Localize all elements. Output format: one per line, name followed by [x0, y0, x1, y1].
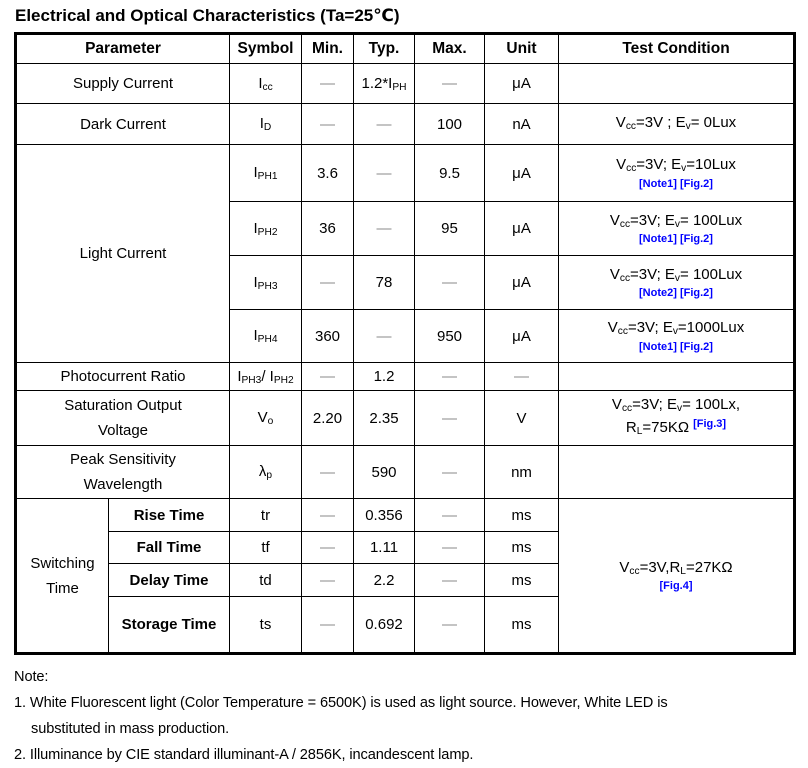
max-cell — [415, 202, 485, 256]
text-segment: Fall Time — [136, 539, 202, 556]
typ-cell — [354, 256, 415, 310]
min-cell — [302, 532, 354, 564]
param-cell — [16, 104, 230, 145]
unit-cell — [485, 104, 559, 145]
text-segment: Peak Sensitivity — [70, 451, 176, 468]
subscript-text: PH1 — [257, 170, 278, 182]
note-figure-reference: [Fig.4] — [659, 580, 693, 593]
cond-cell — [559, 256, 795, 310]
text-segment: — — [376, 327, 392, 345]
unit-cell — [485, 499, 559, 532]
characteristics-table — [14, 32, 796, 655]
text-segment: 100 — [436, 115, 463, 133]
text-segment: — — [442, 616, 457, 633]
text-segment: Saturation Output — [64, 397, 182, 414]
text-segment: — — [376, 164, 392, 182]
max-cell — [415, 145, 485, 202]
cond-cell — [559, 202, 795, 256]
subscript-text: v — [685, 120, 691, 132]
min-cell — [302, 597, 354, 654]
unit-cell — [485, 446, 559, 499]
text-segment: I — [253, 164, 258, 182]
note-1-line-1: 1. White Fluorescent light (Color Temperature = 6500K) is used as light source. However, White LED is — [14, 695, 668, 711]
text-segment: 3.6 — [317, 164, 338, 182]
note-figure-reference: [Note2] [Fig.2] — [639, 287, 713, 300]
subscript-text: cc — [629, 565, 640, 577]
text-segment: =10Lux — [686, 156, 736, 174]
unit-cell — [485, 202, 559, 256]
min-cell — [302, 256, 354, 310]
text-segment: Rise Time — [133, 506, 205, 524]
typ-cell — [354, 499, 415, 532]
text-segment: td — [259, 571, 272, 589]
figure-reference: [Fig.3] — [693, 418, 727, 430]
column-header-max: Max. — [415, 34, 485, 64]
cond-cell — [559, 64, 795, 104]
subscript-text: PH3 — [241, 374, 262, 386]
subscript-text: PH3 — [257, 280, 278, 292]
symbol-cell — [230, 310, 302, 363]
column-header-symbol: Symbol — [230, 34, 302, 64]
min-cell — [302, 104, 354, 145]
cell-line — [19, 418, 227, 443]
text-segment: — — [442, 274, 457, 291]
min-cell — [302, 564, 354, 597]
text-segment: Photocurrent Ratio — [60, 368, 186, 385]
text-segment: Switching — [30, 554, 95, 572]
min-cell — [302, 310, 354, 363]
typ-cell — [354, 145, 415, 202]
column-header-min: Min. — [302, 34, 354, 64]
subscript-text: cc — [619, 272, 631, 284]
text-segment: Storage Time — [121, 616, 217, 633]
min-cell — [302, 499, 354, 532]
cell-line — [19, 447, 227, 472]
cond-cell — [559, 363, 795, 391]
unit-cell — [485, 597, 559, 654]
cell-line — [19, 576, 106, 601]
text-segment: 1.2 — [373, 368, 395, 385]
text-segment: μA — [512, 327, 531, 345]
max-cell — [415, 256, 485, 310]
text-segment: =75KΩ — [642, 419, 690, 436]
text-segment: 590 — [371, 463, 397, 481]
table-header — [16, 34, 795, 64]
text-segment: =3V; E — [636, 156, 682, 174]
subscript-text: cc — [625, 120, 636, 132]
note-figure-reference: [Note1] [Fig.2] — [639, 340, 713, 353]
text-segment: V — [609, 211, 620, 229]
text-segment: — — [442, 539, 457, 556]
subscript-text: L — [636, 425, 643, 437]
text-segment: — — [320, 463, 335, 481]
text-segment: I — [259, 115, 264, 133]
param-cell — [16, 64, 230, 104]
typ-cell — [354, 446, 415, 499]
text-segment: Voltage — [97, 422, 149, 439]
text-segment: ms — [511, 616, 532, 633]
subscript-text: PH — [392, 81, 407, 93]
max-cell — [415, 564, 485, 597]
text-segment: μA — [512, 274, 531, 291]
max-cell — [415, 310, 485, 363]
subscript-text: cc — [617, 325, 628, 337]
condition-line — [561, 318, 791, 341]
text-segment: =27KΩ — [685, 558, 733, 576]
text-segment: — — [442, 571, 457, 589]
text-segment: 950 — [436, 327, 463, 345]
subparam-cell — [109, 564, 230, 597]
text-segment: 2.2 — [373, 571, 395, 589]
text-segment: =3V,R — [639, 558, 681, 576]
cond-cell — [559, 446, 795, 499]
text-segment: R — [625, 419, 637, 436]
condition-line — [561, 265, 791, 288]
text-segment: I — [253, 327, 258, 345]
text-segment: =3V; E — [627, 319, 673, 337]
text-segment: 2.35 — [369, 409, 399, 427]
column-header-test-condition: Test Condition — [559, 34, 795, 64]
min-cell — [302, 363, 354, 391]
subscript-text: cc — [626, 162, 637, 174]
subscript-text: v — [674, 218, 681, 230]
param-cell — [16, 391, 230, 446]
cell-line — [19, 393, 227, 418]
text-segment: V — [257, 409, 268, 427]
note-2: 2. Illuminance by CIE standard illuminant-A / 2856K, incandescent lamp. — [14, 747, 474, 763]
text-segment: μA — [512, 75, 531, 92]
max-cell — [415, 532, 485, 564]
unit-cell — [485, 564, 559, 597]
text-segment: Dark Current — [80, 115, 166, 133]
text-segment: V — [619, 558, 630, 576]
text-segment: 9.5 — [439, 164, 460, 182]
condition-line — [561, 558, 791, 581]
symbol-cell — [230, 64, 302, 104]
subscript-text: PH2 — [273, 374, 294, 386]
text-segment: — — [320, 368, 335, 385]
unit-cell — [485, 532, 559, 564]
text-segment: I — [237, 367, 242, 385]
param-cell — [16, 145, 230, 363]
subscript-text: cc — [262, 81, 273, 93]
text-segment: — — [376, 115, 392, 133]
symbol-cell — [230, 499, 302, 532]
cell-line — [19, 472, 227, 497]
text-segment: — — [514, 368, 529, 385]
symbol-cell — [230, 256, 302, 310]
text-segment: V — [616, 156, 627, 174]
text-segment: Light Current — [79, 245, 167, 262]
unit-cell — [485, 310, 559, 363]
text-segment: — — [442, 368, 457, 385]
text-segment: = 0Lux — [690, 113, 737, 131]
cond-cell — [559, 145, 795, 202]
text-segment: — — [442, 75, 457, 92]
text-segment: 2.20 — [312, 409, 343, 427]
condition-line — [561, 113, 791, 136]
subparam-cell — [109, 499, 230, 532]
text-segment: tf — [261, 539, 270, 556]
subscript-text: PH4 — [257, 333, 278, 345]
condition-line — [561, 395, 791, 418]
text-segment: I — [258, 74, 263, 92]
header-row — [16, 34, 795, 64]
text-segment: =1000Lux — [677, 319, 745, 337]
subscript-text: cc — [619, 218, 631, 230]
condition-line — [561, 211, 791, 234]
text-segment: — — [320, 571, 335, 589]
symbol-cell — [230, 104, 302, 145]
note-1-line-2: substituted in mass production. — [31, 721, 230, 737]
notes-label: Note: — [14, 669, 49, 685]
subscript-text: v — [681, 162, 687, 174]
text-segment: — — [320, 75, 335, 92]
text-segment: V — [607, 319, 618, 337]
text-segment: — — [376, 220, 392, 237]
subparam-cell — [109, 532, 230, 564]
text-segment: — — [442, 409, 457, 427]
min-cell — [302, 145, 354, 202]
min-cell — [302, 202, 354, 256]
table-body — [16, 64, 795, 654]
text-segment: =3V; E — [630, 265, 675, 283]
cell-line — [19, 551, 106, 576]
unit-cell — [485, 391, 559, 446]
typ-cell — [354, 597, 415, 654]
text-segment: = 100Lux — [680, 265, 743, 283]
max-cell — [415, 597, 485, 654]
text-segment: =3V; E — [630, 211, 675, 229]
text-segment: — — [320, 616, 335, 633]
note-figure-reference: [Note1] [Fig.2] — [639, 177, 713, 190]
symbol-cell — [230, 564, 302, 597]
note-figure-reference: [Note1] [Fig.2] — [639, 233, 713, 246]
min-cell — [302, 391, 354, 446]
table-row — [16, 64, 795, 104]
subscript-text: D — [263, 121, 272, 133]
subscript-text: p — [266, 469, 273, 481]
param-cell — [16, 446, 230, 499]
text-segment: ts — [259, 616, 272, 633]
max-cell — [415, 499, 485, 532]
text-segment: / I — [261, 367, 274, 385]
symbol-cell — [230, 202, 302, 256]
subscript-text: v — [674, 272, 681, 284]
text-segment: 36 — [319, 220, 336, 237]
subscript-text: PH2 — [257, 226, 278, 238]
unit-cell — [485, 145, 559, 202]
symbol-cell — [230, 532, 302, 564]
text-segment: nm — [511, 463, 532, 481]
text-segment: 1.2*I — [361, 74, 393, 92]
table-row — [16, 391, 795, 446]
typ-cell — [354, 310, 415, 363]
max-cell — [415, 64, 485, 104]
typ-cell — [354, 564, 415, 597]
text-segment: 78 — [375, 274, 393, 291]
text-segment: =3V; E — [632, 396, 678, 414]
text-segment: ms — [511, 571, 532, 589]
min-cell — [302, 64, 354, 104]
text-segment: Wavelength — [83, 476, 163, 493]
text-segment: — — [320, 539, 335, 556]
cond-cell — [559, 310, 795, 363]
text-segment: 95 — [441, 220, 458, 237]
text-segment: — — [442, 463, 457, 481]
text-segment: 0.356 — [365, 506, 403, 524]
subscript-text: o — [267, 415, 274, 427]
column-header-typ: Typ. — [354, 34, 415, 64]
typ-cell — [354, 104, 415, 145]
cond-cell — [559, 499, 795, 654]
text-segment: nA — [512, 115, 531, 133]
symbol-cell — [230, 597, 302, 654]
text-segment: V — [516, 409, 527, 427]
table-row — [16, 499, 795, 532]
column-header-parameter: Parameter — [16, 34, 230, 64]
subscript-text: cc — [621, 403, 633, 414]
text-segment: 360 — [314, 327, 341, 345]
subscript-text: v — [677, 403, 683, 414]
text-segment: ms — [511, 506, 532, 524]
text-segment: Time — [46, 579, 79, 597]
text-segment: — — [320, 115, 335, 133]
param-group-cell — [16, 499, 109, 654]
min-cell — [302, 446, 354, 499]
text-segment: μA — [512, 220, 531, 237]
condition-line — [561, 418, 791, 441]
typ-cell — [354, 363, 415, 391]
symbol-cell — [230, 363, 302, 391]
text-segment: 0.692 — [365, 616, 403, 633]
table-row — [16, 363, 795, 391]
symbol-cell — [230, 391, 302, 446]
typ-cell — [354, 391, 415, 446]
column-header-unit: Unit — [485, 34, 559, 64]
text-segment: ms — [511, 539, 532, 556]
text-segment: = 100Lux — [680, 211, 743, 229]
unit-cell — [485, 363, 559, 391]
typ-cell — [354, 64, 415, 104]
subscript-text: v — [672, 325, 678, 337]
max-cell — [415, 363, 485, 391]
subscript-text: L — [680, 565, 686, 577]
param-cell — [16, 363, 230, 391]
text-segment: — — [442, 506, 457, 524]
cond-cell — [559, 391, 795, 446]
text-segment: I — [253, 219, 258, 237]
page-title: Electrical and Optical Characteristics (Ta=25℃) — [15, 6, 400, 25]
max-cell — [415, 104, 485, 145]
text-segment: =3V ; E — [636, 113, 686, 131]
text-segment: I — [253, 273, 258, 291]
text-segment: λ — [258, 463, 267, 481]
max-cell — [415, 446, 485, 499]
typ-cell — [354, 202, 415, 256]
table-row — [16, 145, 795, 202]
text-segment: = 100Lx, — [682, 396, 741, 414]
text-segment: Supply Current — [72, 75, 174, 92]
text-segment: V — [611, 396, 622, 414]
max-cell — [415, 391, 485, 446]
text-segment: tr — [260, 506, 271, 524]
text-segment: — — [320, 506, 335, 524]
text-segment: V — [609, 265, 620, 283]
unit-cell — [485, 64, 559, 104]
text-segment: V — [615, 113, 626, 131]
typ-cell — [354, 532, 415, 564]
table-row — [16, 446, 795, 499]
table-row — [16, 104, 795, 145]
text-segment: μA — [512, 164, 531, 182]
text-segment: Delay Time — [129, 571, 209, 589]
unit-cell — [485, 256, 559, 310]
condition-line — [561, 155, 791, 178]
symbol-cell — [230, 446, 302, 499]
symbol-cell — [230, 145, 302, 202]
text-segment: — — [320, 274, 335, 291]
cond-cell — [559, 104, 795, 145]
notes-section — [14, 664, 808, 768]
subparam-cell — [109, 597, 230, 654]
text-segment: 1.11 — [369, 539, 399, 556]
